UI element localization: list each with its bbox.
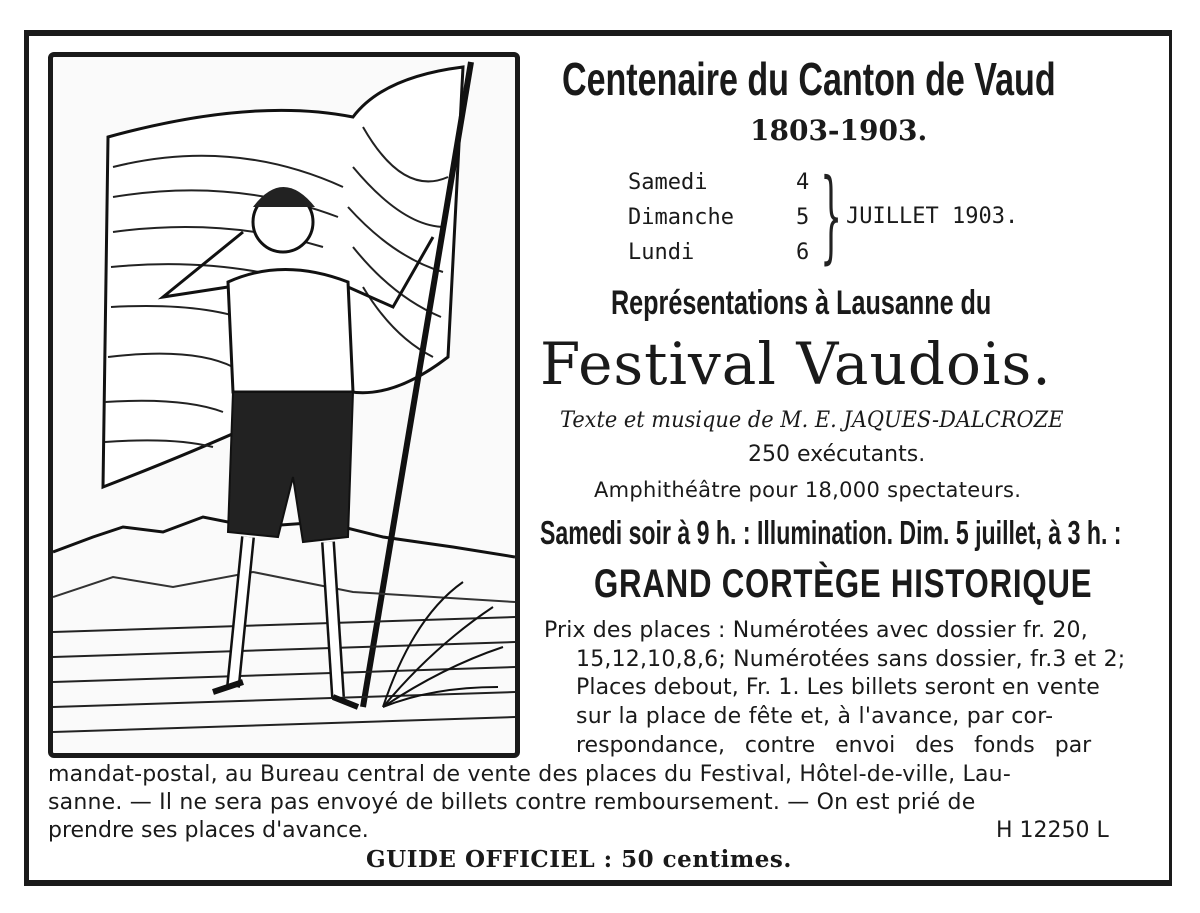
boy-with-flag-icon	[53, 57, 515, 753]
author-line: Texte et musique de M. E. JAQUES-DALCROZE	[560, 408, 1064, 433]
amphitheatre-capacity: Amphithéâtre pour 18,000 spectateurs.	[594, 478, 1022, 502]
day-label: Samedi	[628, 170, 708, 195]
price-line: Prix des places : Numérotées avec dossier fr. 20,	[544, 618, 1088, 643]
day-number: 5	[796, 205, 810, 230]
guide-footer: GUIDE OFFICIEL : 50 centimes.	[366, 846, 792, 873]
price-line: Places debout, Fr. 1. Les billets seront en vente	[576, 675, 1100, 700]
price-line: 15,12,10,8,6; Numérotées sans dossier, fr.3 et 2;	[576, 647, 1126, 672]
month-label: JUILLET 1903.	[846, 204, 1019, 229]
page-title: Centenaire du Canton de Vaud	[562, 53, 1056, 105]
day-label: Lundi	[628, 240, 695, 265]
festival-title: Festival Vaudois.	[540, 330, 1052, 398]
cortege-heading: GRAND CORTÈGE HISTORIQUE	[594, 562, 1093, 606]
price-line: prendre ses places d'avance.	[48, 818, 369, 843]
reference-code: H 12250 L	[996, 818, 1109, 843]
price-line: mandat-postal, au Bureau central de vente des places du Festival, Hôtel-de-ville, Lau-	[48, 762, 1011, 787]
brace-icon: }	[820, 157, 843, 274]
years: 1803-1903.	[750, 114, 928, 147]
schedule-line: Samedi soir à 9 h. : Illumination. Dim. 5 juillet, à 3 h. :	[540, 514, 1122, 551]
price-line: sur la place de fête et, à l'avance, par cor-	[576, 704, 1054, 729]
day-number: 6	[796, 240, 810, 265]
price-line: sanne. — Il ne sera pas envoyé de billets contre remboursement. — On est prié de	[48, 790, 976, 815]
performers-count: 250 exécutants.	[748, 442, 926, 467]
day-label: Dimanche	[628, 205, 734, 230]
day-number: 4	[796, 170, 810, 195]
illustration-panel	[48, 52, 520, 758]
representations-heading: Représentations à Lausanne du	[611, 284, 992, 322]
price-line: respondance, contre envoi des fonds par	[576, 733, 1092, 758]
